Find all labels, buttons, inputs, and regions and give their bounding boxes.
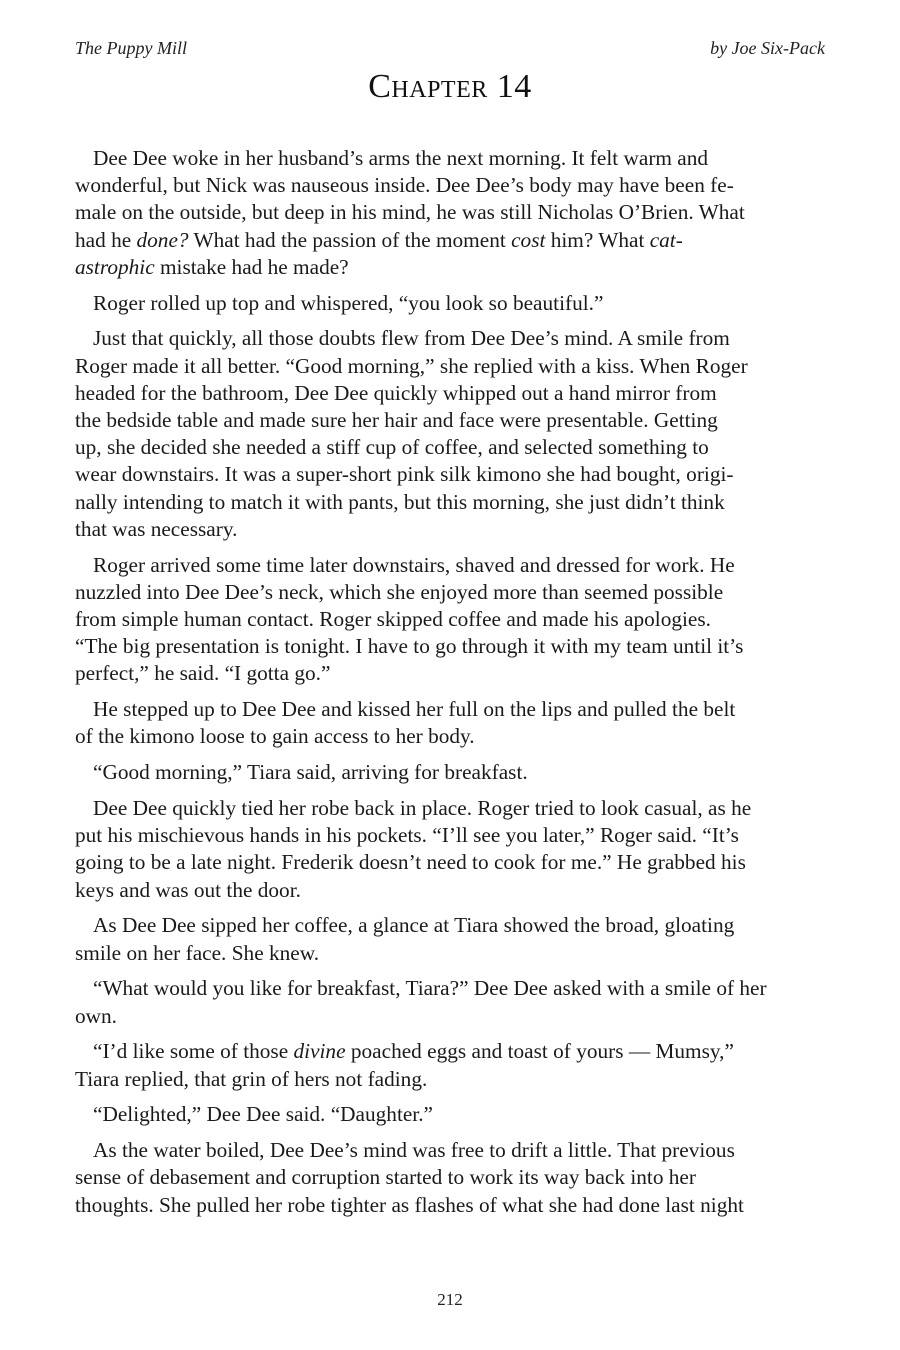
- paragraph: [75, 1101, 835, 1128]
- text-segment: perfect,” he said. “I gotta go.”: [75, 661, 331, 686]
- text-segment: mistake had he made?: [154, 254, 349, 279]
- paragraph: [75, 912, 835, 966]
- italic-text: done?: [136, 227, 189, 252]
- text-segment: sense of debasement and corruption started to work its way back into her: [75, 1165, 696, 1190]
- text-line: [75, 795, 835, 822]
- text-line: [75, 516, 835, 543]
- paragraph: [75, 552, 835, 688]
- paragraph: [75, 795, 835, 904]
- text-line: [75, 552, 835, 579]
- page-number: 212: [437, 1290, 463, 1309]
- paragraph: [75, 325, 835, 543]
- text-segment: Dee Dee quickly tied her robe back in place. Roger tried to look casual, as he: [93, 796, 752, 821]
- chapter-body: [75, 145, 835, 1227]
- text-segment: Roger arrived some time later downstairs, shaved and dressed for work. He: [93, 552, 735, 577]
- text-line: [75, 434, 835, 461]
- text-line: [75, 940, 835, 967]
- text-line: [75, 877, 835, 904]
- text-segment: “Delighted,” Dee Dee said. “Daughter.”: [93, 1102, 434, 1127]
- text-segment: male on the outside, but deep in his mind, he was still Nicholas O’Brien. What: [75, 200, 745, 225]
- text-line: [75, 975, 835, 1002]
- text-segment: put his mischievous hands in his pockets. “I’ll see you later,” Roger said. “It’s: [75, 823, 739, 848]
- text-segment: wonderful, but Nick was nauseous inside. Dee Dee’s body may have been fe-: [75, 173, 734, 198]
- text-segment: thoughts. She pulled her robe tighter as flashes of what she had done last night: [75, 1192, 744, 1217]
- italic-text: divine: [293, 1039, 346, 1064]
- text-line: [75, 849, 835, 876]
- text-line: [75, 199, 835, 226]
- text-line: [75, 696, 835, 723]
- text-segment: keys and was out the door.: [75, 877, 301, 902]
- text-line: [75, 606, 835, 633]
- text-line: [75, 353, 835, 380]
- text-segment: up, she decided she needed a stiff cup of coffee, and selected something to: [75, 435, 709, 460]
- text-segment: wear downstairs. It was a super-short pink silk kimono she had bought, origi-: [75, 462, 734, 487]
- text-line: [75, 1066, 835, 1093]
- text-segment: headed for the bathroom, Dee Dee quickly whipped out a hand mirror from: [75, 380, 717, 405]
- text-segment: the bedside table and made sure her hair and face were presentable. Getting: [75, 408, 718, 433]
- text-line: [75, 660, 835, 687]
- text-line: [75, 290, 835, 317]
- text-line: [75, 1137, 835, 1164]
- paragraph: [75, 290, 835, 317]
- author-byline: by Joe Six-Pack: [710, 38, 825, 58]
- text-line: [75, 759, 835, 786]
- text-line: [75, 489, 835, 516]
- paragraph: [75, 1038, 835, 1092]
- text-segment: “The big presentation is tonight. I have to go through it with my team until it’s: [75, 634, 744, 659]
- text-line: [75, 1101, 835, 1128]
- text-segment: Roger rolled up top and whispered, “you look so beautiful.”: [93, 290, 604, 315]
- text-segment: As Dee Dee sipped her coffee, a glance at Tiara showed the broad, gloating: [93, 913, 735, 938]
- text-segment: Tiara replied, that grin of hers not fading.: [75, 1066, 428, 1091]
- text-segment: own.: [75, 1003, 118, 1028]
- chapter-title: Chapter 14: [368, 68, 532, 105]
- paragraph: [75, 696, 835, 750]
- text-segment: He stepped up to Dee Dee and kissed her full on the lips and pulled the belt: [93, 697, 736, 722]
- text-segment: What had the passion of the moment: [188, 227, 512, 252]
- paragraph: [75, 145, 835, 281]
- text-segment: smile on her face. She knew.: [75, 940, 320, 965]
- running-header: [75, 38, 825, 62]
- text-line: [75, 1038, 835, 1065]
- paragraph: [75, 1137, 835, 1219]
- text-line: [75, 407, 835, 434]
- text-line: [75, 227, 835, 254]
- text-line: [75, 633, 835, 660]
- text-segment: had he: [75, 227, 137, 252]
- text-segment: As the water boiled, Dee Dee’s mind was free to drift a little. That previous: [93, 1138, 735, 1163]
- text-line: [75, 822, 835, 849]
- text-segment: “Good morning,” Tiara said, arriving for breakfast.: [93, 760, 528, 785]
- text-line: [75, 912, 835, 939]
- text-segment: nally intending to match it with pants, but this morning, she just didn’t think: [75, 489, 725, 514]
- text-line: [75, 172, 835, 199]
- book-title: The Puppy Mill: [75, 38, 187, 58]
- text-segment: him? What: [545, 227, 650, 252]
- text-line: [75, 1164, 835, 1191]
- paragraph: [75, 975, 835, 1029]
- text-segment: “I’d like some of those: [93, 1039, 294, 1064]
- italic-text: cat-: [649, 227, 683, 252]
- text-line: [75, 254, 835, 281]
- text-segment: nuzzled into Dee Dee’s neck, which she enjoyed more than seemed possible: [75, 579, 724, 604]
- text-line: [75, 1192, 835, 1219]
- text-segment: Dee Dee woke in her husband’s arms the next morning. It felt warm and: [93, 146, 709, 170]
- italic-text: astrophic: [75, 254, 155, 279]
- text-segment: of the kimono loose to gain access to her body.: [75, 724, 475, 749]
- text-line: [75, 723, 835, 750]
- text-line: [75, 579, 835, 606]
- text-line: [75, 380, 835, 407]
- text-segment: “What would you like for breakfast, Tiara?” Dee Dee asked with a smile of her: [93, 976, 767, 1001]
- text-segment: Roger made it all better. “Good morning,” she replied with a kiss. When Roger: [75, 353, 748, 378]
- text-line: [75, 325, 835, 352]
- text-segment: Just that quickly, all those doubts flew from Dee Dee’s mind. A smile from: [93, 326, 730, 351]
- text-segment: poached eggs and toast of yours — Mumsy,”: [345, 1039, 734, 1064]
- text-line: [75, 461, 835, 488]
- text-segment: from simple human contact. Roger skipped coffee and made his apologies.: [75, 607, 711, 632]
- text-line: [75, 1003, 835, 1030]
- italic-text: cost: [511, 227, 546, 252]
- text-line: [75, 145, 835, 172]
- text-segment: going to be a late night. Frederik doesn’t need to cook for me.” He grabbed his: [75, 850, 746, 875]
- paragraph: [75, 759, 835, 786]
- text-segment: that was necessary.: [75, 516, 238, 541]
